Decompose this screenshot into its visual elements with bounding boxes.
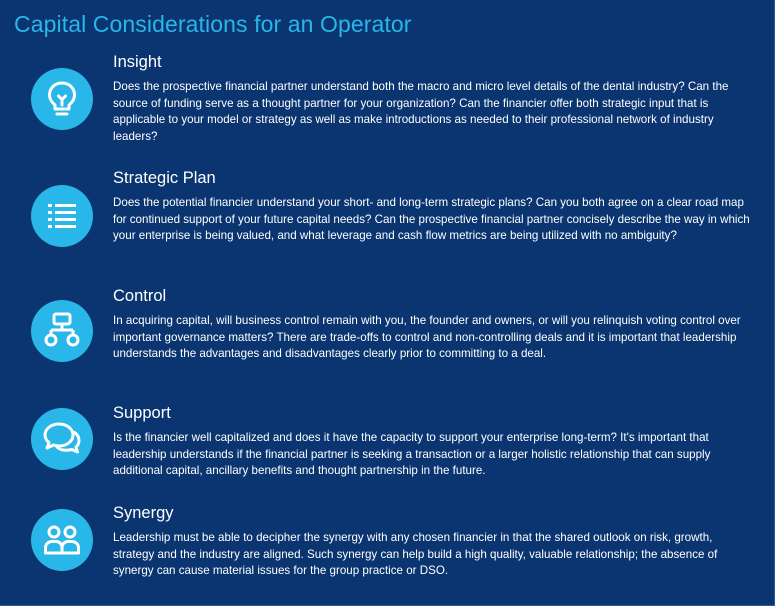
section-heading: Support [113,404,171,422]
section-heading: Control [113,287,167,305]
people-icon [31,509,93,571]
section-body: In acquiring capital, will business control remain with you, the founder and owners, or will you relinquish voting control over important governance matters? There are trade-offs to control and non-controlling deals and it is important that leadership understands the advantages and disadvantages clearly prior to committing to a deal. [113,314,741,360]
section-body: Does the potential financier understand your short- and long-term strategic plans? Can you both agree on a clear road map for continued support of your future capital needs? Can the prospective financial partner concisely describe the way in which your enterprise is being valued, and what leverage and cash flow metrics are being utilized with no ambiguity? [113,196,750,242]
lightbulb-icon [31,68,93,130]
section-body: Does the prospective financial partner understand both the macro and micro level details of the dental industry? Can the source of funding serve as a thought partner for your organization? Can the financier offer both strategic input that is applicable to your model or strategy as well as make introductions as needed to their professional network of industry leaders? [113,80,729,143]
section-heading: Synergy [113,504,174,522]
org-chart-icon [31,300,93,362]
section-body: Is the financier well capitalized and does it have the capacity to support your enterprise long-term? It's important that leadership understands if the financial partner is seeking a transaction or a larger holistic relationship that can supply additional capital, ancillary benefits and thought partnership in the future. [113,431,711,477]
list-icon [31,185,93,247]
section-heading: Insight [113,53,162,71]
page-title: Capital Considerations for an Operator [14,11,412,37]
chat-bubbles-icon [31,408,93,470]
section-heading: Strategic Plan [113,169,216,187]
section-body: Leadership must be able to decipher the synergy with any chosen financier in that the shared outlook on risk, growth, strategy and the industry are aligned. Such synergy can help build a high quality, valuable relationship; the absence of synergy can cause material issues for the group practice or DSO. [113,531,718,577]
